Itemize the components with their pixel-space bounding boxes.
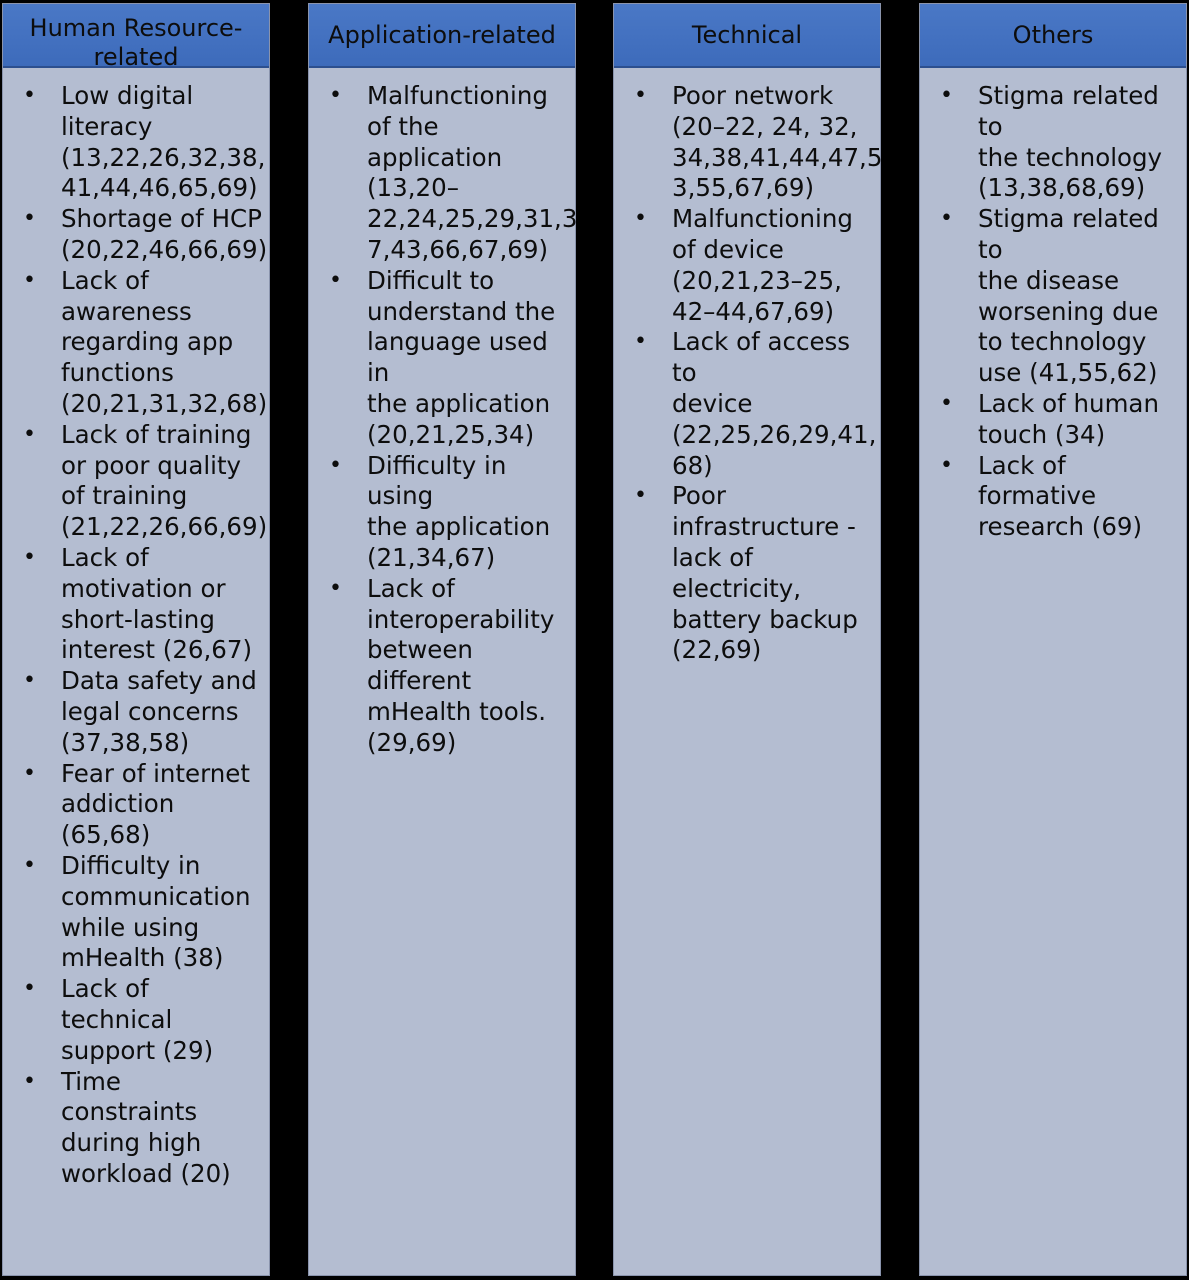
list-item (3, 81, 266, 204)
list-item (614, 327, 877, 481)
bullet-icon: • (634, 206, 647, 232)
list-item (3, 666, 263, 758)
item-text: Fear of internet addiction (65,68) (61, 758, 250, 850)
list-item (614, 204, 874, 327)
bullet-icon: • (23, 267, 36, 293)
item-text: Data safety and legal concerns (37,38,58) (61, 666, 257, 757)
list-item (3, 851, 263, 974)
bullet-icon: • (23, 1068, 36, 1094)
item-text: Malfunctioning of the application (13,20– 22,24,25,29,31,3 7,43,66,67,69) (367, 81, 578, 264)
list-item (3, 759, 263, 851)
list-item (309, 574, 569, 759)
bullet-icon: • (23, 668, 36, 694)
list-item (3, 1067, 263, 1190)
bullet-icon: • (23, 544, 36, 570)
item-text: Lack of awareness regarding app functions (20,21,31,32,68) (61, 265, 268, 418)
item-text: Lack of interoperability between different mHealth tools. (29,69) (367, 573, 555, 757)
list-item (920, 389, 1180, 451)
column-application-related (308, 3, 576, 1276)
item-text: Lack of technical support (29) (61, 974, 214, 1065)
bullet-icon: • (634, 483, 647, 509)
bullet-icon: • (634, 83, 647, 108)
item-text: Lack of motivation or short-lasting interest (26,67) (61, 542, 253, 665)
bullet-icon: • (23, 206, 36, 232)
bullet-icon: • (940, 390, 953, 416)
list-item (614, 81, 883, 204)
item-list (3, 68, 269, 1190)
item-text: Poor network (20–22, 24, 32, 34,38,41,44,47,5 3,55,67,69) (672, 81, 883, 203)
bullet-icon: • (329, 267, 342, 293)
item-text: Stigma related to the disease worsening due to technology use (41,55,62) (978, 204, 1159, 388)
item-text: Difficulty in communication while using mHealth (38) (61, 850, 251, 973)
column-header: Others (920, 4, 1186, 68)
bullet-icon: • (23, 852, 36, 878)
item-text: Lack of access to device (22,25,26,29,41, 68) (672, 327, 877, 480)
list-item (3, 974, 263, 1066)
list-item (920, 204, 1180, 389)
list-item (3, 204, 268, 266)
column-others (919, 3, 1187, 1276)
item-text: Malfunctioning of device (20,21,23–25, 42–44,67,69) (672, 204, 853, 326)
item-text: Lack of training or poor quality of training (21,22,26,66,69) (61, 419, 268, 542)
item-text: Time constraints during high workload (20) (61, 1066, 231, 1188)
item-text: Low digital literacy (13,22,26,32,38, 41,44,46,65,69) (61, 81, 266, 203)
bullet-icon: • (940, 206, 953, 232)
list-item (3, 265, 268, 420)
list-item (920, 451, 1180, 543)
column-header: Technical (614, 4, 880, 68)
column-human-resource (2, 3, 270, 1276)
bullet-icon: • (940, 83, 953, 108)
bullet-icon: • (329, 575, 342, 601)
list-item (3, 419, 268, 543)
item-text: Lack of formative research (69) (978, 450, 1143, 542)
item-list (309, 68, 578, 759)
bullet-icon: • (23, 976, 36, 1002)
item-text: Difficult to understand the language used in the application (20,21,25,34) (367, 265, 556, 449)
list-item (309, 266, 569, 451)
bullet-icon: • (329, 452, 342, 478)
item-list (920, 68, 1186, 543)
list-item (614, 481, 874, 666)
item-text: Difficulty in using the application (21,34,67) (367, 450, 551, 572)
column-technical (613, 3, 881, 1276)
item-text: Lack of human touch (34) (978, 388, 1159, 449)
bullet-icon: • (23, 83, 36, 108)
list-item (920, 81, 1180, 204)
list-item (309, 451, 569, 574)
column-header: Application-related (309, 4, 575, 68)
list-item (3, 543, 263, 666)
bullet-icon: • (940, 452, 953, 478)
item-text: Shortage of HCP (20,22,46,66,69) (61, 204, 268, 264)
bullet-icon: • (23, 760, 36, 786)
bullet-icon: • (634, 329, 647, 355)
column-header: Human Resource- related (3, 4, 269, 68)
bullet-icon: • (329, 83, 342, 108)
item-list (614, 68, 883, 666)
list-item (309, 81, 578, 266)
bullet-icon: • (23, 421, 36, 447)
item-text: Stigma related to the technology (13,38,68,69) (978, 81, 1163, 203)
item-text: Poor infrastructure - lack of electricity, battery backup (22,69) (672, 481, 858, 665)
